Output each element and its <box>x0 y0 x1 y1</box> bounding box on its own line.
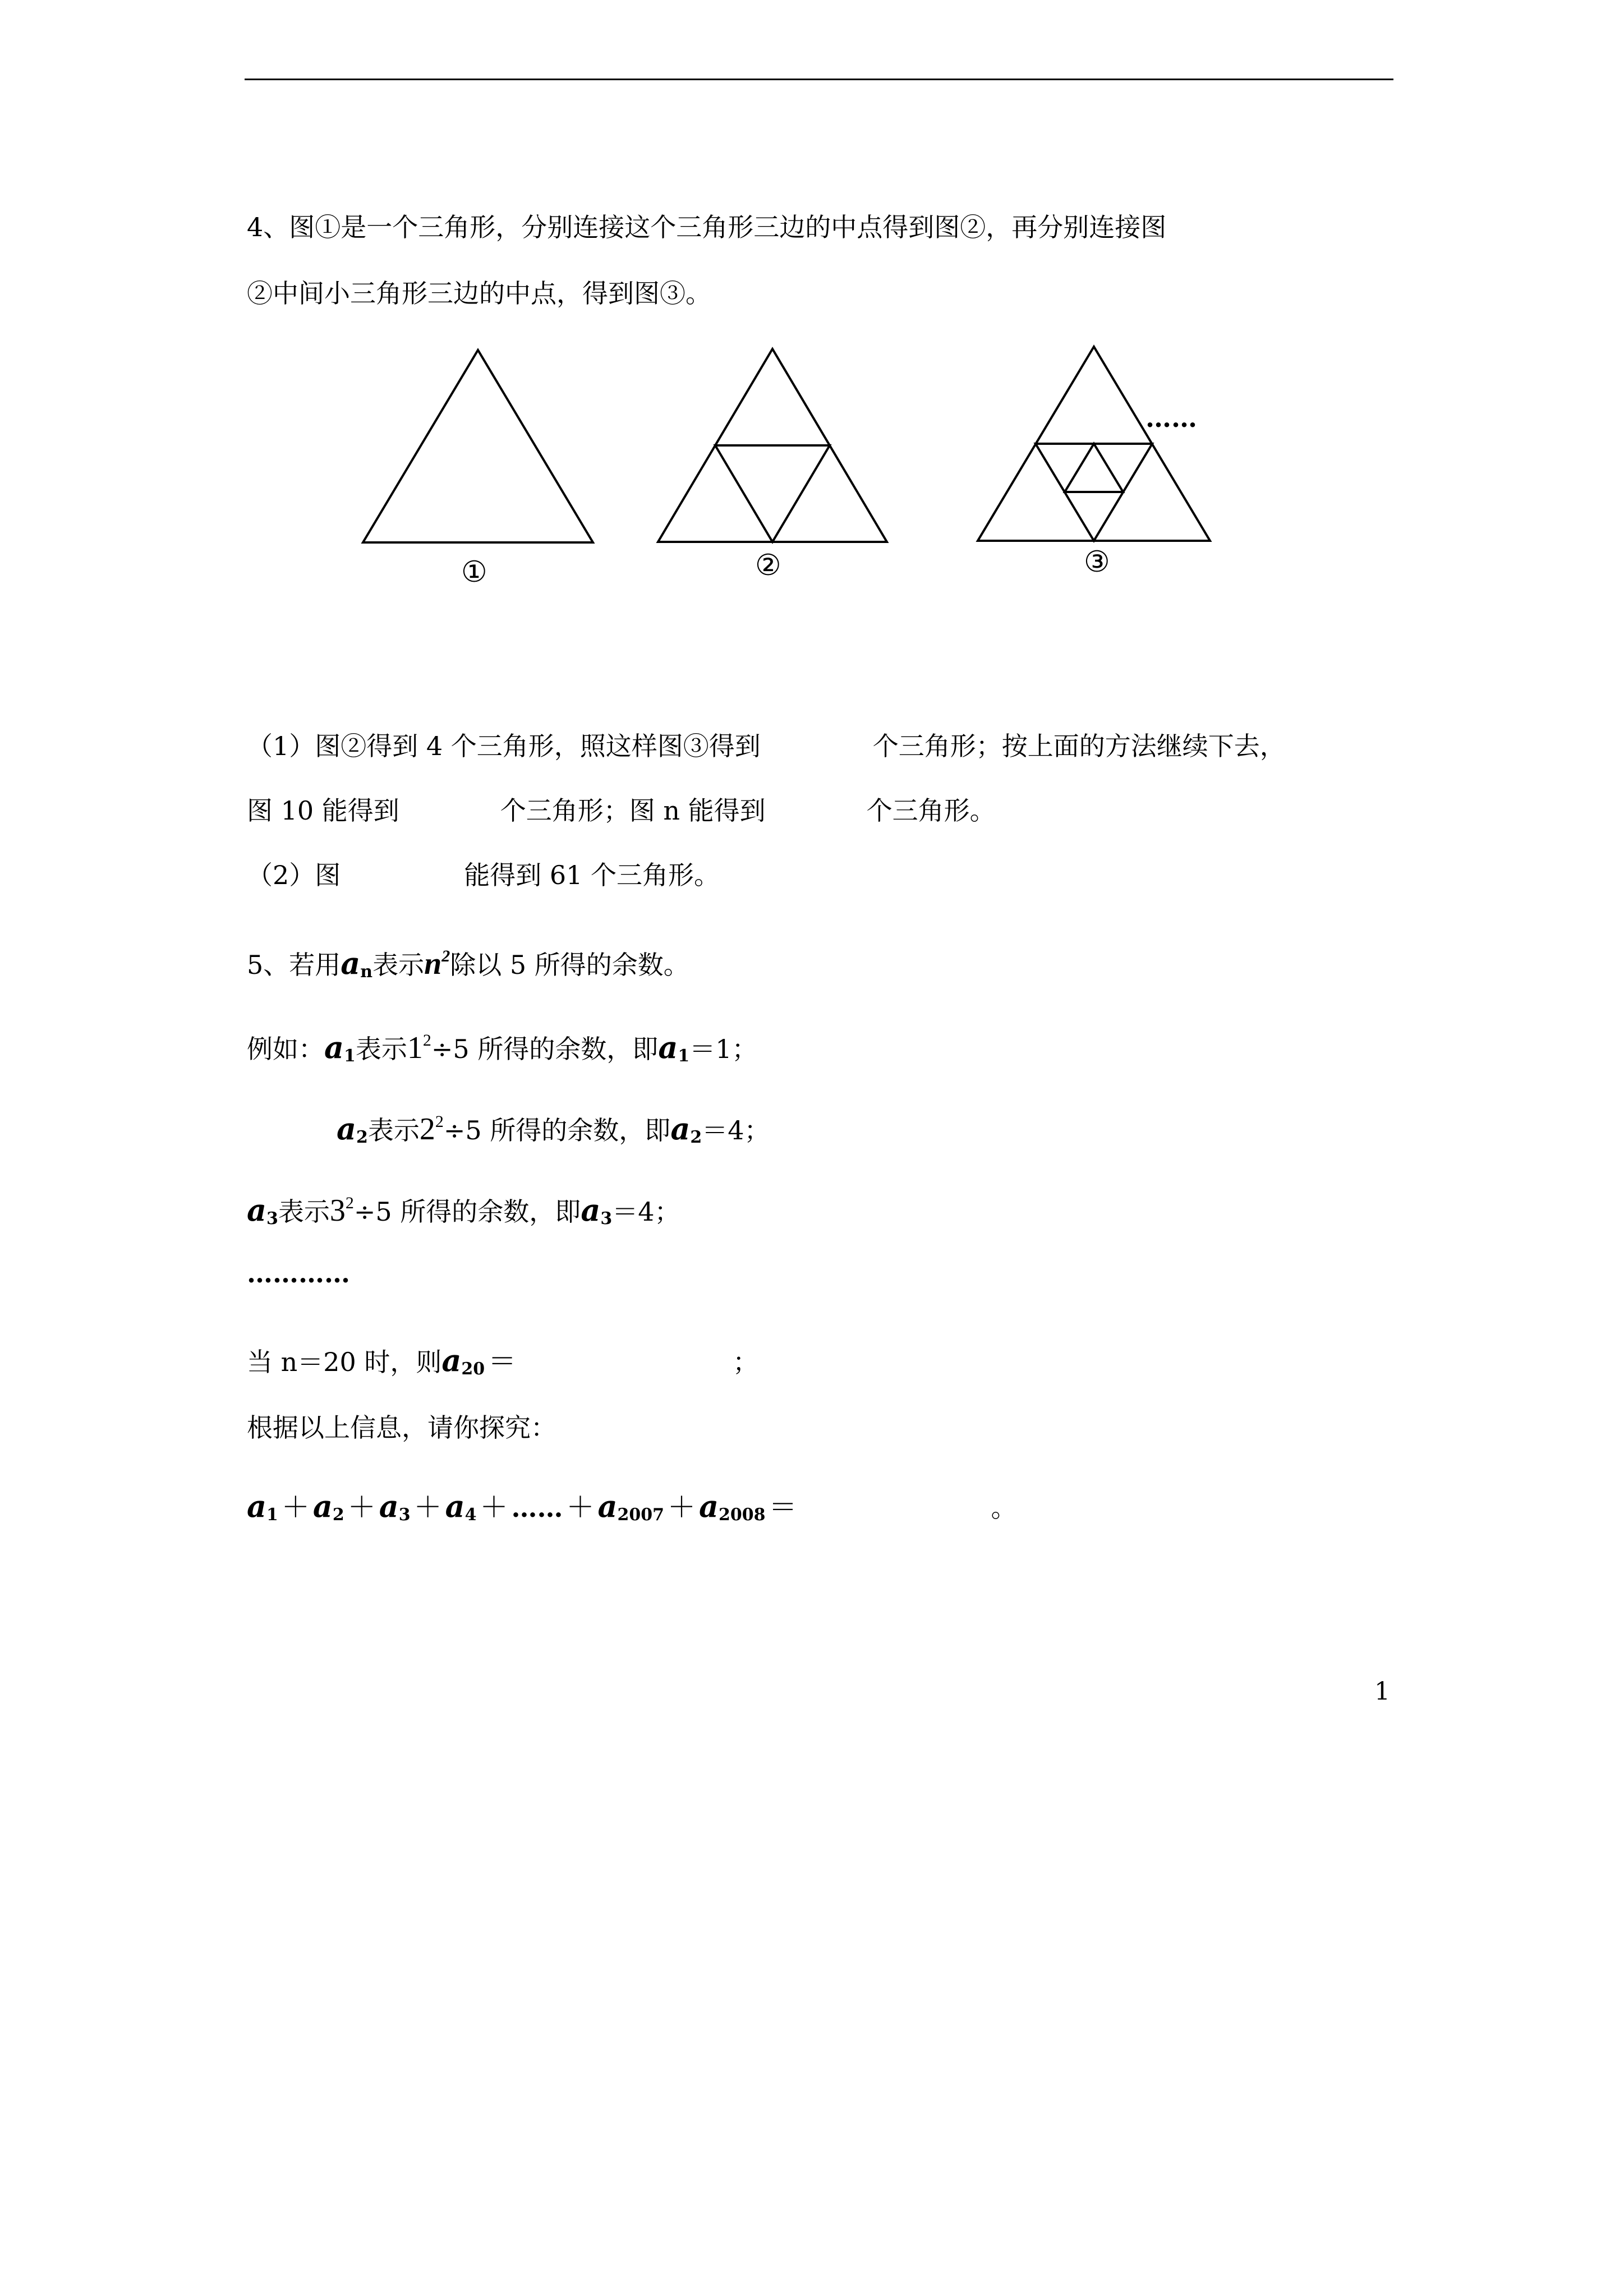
sum-term-4: $a_4$ <box>445 1488 477 1525</box>
sum-term-3: $a_3$ <box>379 1488 411 1525</box>
var-a-n: $a_n$ <box>341 945 373 982</box>
var-a3-result: $a_3$ <box>581 1192 613 1228</box>
q5-intro <box>247 940 689 989</box>
example-prefix: 例如： <box>247 1034 324 1064</box>
power-2: $2^2$ <box>419 1112 444 1147</box>
q4-line1: 4、图①是一个三角形，分别连接这个三角形三边的中点得到图②，再分别连接图 <box>247 212 1167 242</box>
n-squared: $n^2$ <box>424 946 450 981</box>
var-a3: $a_3$ <box>247 1192 278 1228</box>
header-rule <box>245 79 1393 80</box>
q5-intro-text-c: 除以 5 所得的余数。 <box>450 950 689 980</box>
q5-example-2: $a_2$表示$2^2\div 5$ 所得的余数，即$a_2=4$； <box>337 1111 770 1147</box>
fig1-triangle <box>363 350 593 542</box>
q5-explore: 根据以上信息，请你探究： <box>247 1412 556 1443</box>
var-a1: $a_1$ <box>324 1029 356 1066</box>
power-1: $1^2$ <box>407 1030 431 1065</box>
triangle-figures <box>0 337 1624 617</box>
sum-term-1: $a_1$ <box>247 1488 278 1525</box>
sum-term-2: $a_2$ <box>312 1488 344 1525</box>
q4-part2-text-b: 能得到 61 个三角形。 <box>464 860 720 890</box>
fig3-inner-triangle <box>1065 444 1123 492</box>
q4-part1-line2 <box>247 794 996 827</box>
var-a2: $a_2$ <box>337 1111 368 1147</box>
fig-ellipsis: …… <box>1145 403 1197 433</box>
q4-part1-text-a: （1）图②得到 4 个三角形，照这样图③得到 <box>247 731 761 761</box>
fig3-label: ③ <box>1084 545 1110 579</box>
q5-example-1: 例如：$a_1$表示$1^2\div 5$ 所得的余数，即$a_1=1$； <box>247 1029 758 1066</box>
q5-example-3: $a_3$表示$3^2\div 5$ 所得的余数，即$a_3=4$； <box>247 1192 680 1228</box>
q4-line2: ②中间小三角形三边的中点，得到图③。 <box>247 278 711 309</box>
q4-part1-text-c: 图 10 能得到 <box>247 795 399 826</box>
q4-part1-text-e: 个三角形。 <box>866 795 996 826</box>
q5-sum-expression: $a_1 + a_2 + a_3 + a_4$ ＋ …… ＋ $a_{2007} + a_{2008}$ ＝ 。 <box>247 1488 1017 1525</box>
page-number: 1 <box>1374 1677 1390 1706</box>
q4-part1-line1 <box>247 729 1286 763</box>
sum-term-2007: $a_{2007}$ <box>597 1488 664 1525</box>
var-a2-result: $a_2$ <box>670 1111 702 1147</box>
sum-term-2008: $a_{2008}$ <box>699 1488 766 1525</box>
q5-dots: ………… <box>247 1258 350 1289</box>
power-3: $3^2$ <box>329 1193 354 1228</box>
fig1-label: ① <box>461 555 487 589</box>
var-a20: $a_{20}$ <box>441 1342 485 1379</box>
var-a1-result: $a_1$ <box>658 1029 690 1066</box>
q4-part1-text-d: 个三角形；图 n 能得到 <box>500 795 766 826</box>
q5-intro-text-a: 5、若用 <box>247 950 341 980</box>
q5-when-n20: 当 n＝20 时，则$a_{20}$ ＝ ； <box>247 1342 759 1379</box>
q4-part1-text-b: 个三角形；按上面的方法继续下去， <box>872 731 1286 761</box>
q4-part2 <box>247 858 720 892</box>
fig2-mid-triangle <box>715 445 830 542</box>
when-text: 当 n＝20 时，则 <box>247 1347 442 1377</box>
q4-part2-text-a: （2）图 <box>247 860 341 890</box>
q5-intro-text-b: 表示 <box>372 950 425 980</box>
fig2-label: ② <box>755 549 781 582</box>
